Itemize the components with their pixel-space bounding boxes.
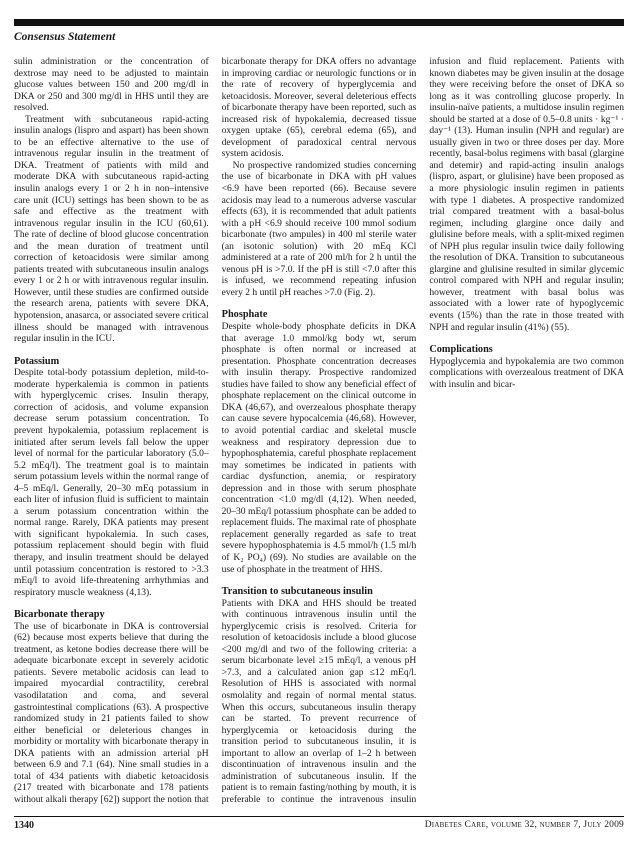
journal-citation: Diabetes Care, volume 32, number 7, July 2009	[424, 820, 624, 830]
page-number: 1340	[14, 820, 34, 831]
body-paragraph: Despite whole-body phosphate deficits in DKA that average 1.0 mmol/kg body wt, serum phosphate is often normal or increased at presentation. Phosphate concentration decreases with insulin therapy. Prospective randomized studies have failed to show any beneficial effect of phosphate replacement on the clinical outcome in DKA (46,67), and overzealous phosphate therapy can cause severe hypocalcemia (46,68). However, to avoid potential cardiac and skeletal muscle weakness and respiratory depression due to hypophosphatemia, careful phosphate replacement may sometimes be indicated in patients with cardiac dysfunction, anemia, or respiratory depression and in those with serum phosphate concentration <1.0 mg/dl (4,12). When needed, 20–30 mEq/l potassium phosphate can be added to replacement fluids. The maximal rate of phosphate replacement generally regarded as safe to treat severe hypophosphatemia is 4.5 mmol/h (1.5 ml/h of K₂ PO₄) (69). No studies are available on the use of phosphate in the treatment of HHS.	[221, 321, 417, 575]
running-head: Consensus Statement	[14, 31, 116, 43]
header-rule	[14, 19, 624, 26]
article-body	[14, 56, 624, 814]
section-heading-potassium: Potassium	[14, 355, 60, 367]
body-paragraph: Treatment with subcutaneous rapid-acting insulin analogs (lispro and aspart) has been shown to be an effective alternative to the use of intravenous regular insulin in the treatment of DKA. Treatment of patients with mild and moderate DKA with subcutaneous rapid-acting insulin analogs every 1 or 2 h in non–intensive care unit (ICU) settings has been shown to be as safe and effective as the treatment with intravenous regular insulin in the ICU (60,61). The rate of decline of blood glucose concentration and the mean duration of treatment until correction of ketoacidosis were similar among patients treated with subcutaneous insulin analogs every 1 or 2 h or with intravenous regular insulin. However, until these studies are confirmed outside the research arena, patients with severe DKA, hypotension, anasarca, or associated severe critical illness should be managed with intravenous regular insulin in the ICU.	[14, 113, 209, 345]
footer-rule	[14, 816, 624, 817]
section-heading-phosphate: Phosphate	[221, 309, 268, 321]
section-heading-transition: Transition to subcutaneous insulin	[221, 586, 373, 598]
body-paragraph: Despite total-body potassium depletion, mild-to-moderate hyperkalemia is common in patients with hyperglycemic crises. Insulin therapy, correction of acidosis, and volume expansion decrease serum potassium concentration. To prevent hypokalemia, potassium replacement is initiated after serum levels fall below the upper level of normal for the particular laboratory (5.0–5.2 mEq/l). The treatment goal is to maintain serum potassium levels within the normal range of 4–5 mEq/l. Generally, 20–30 mEq potassium in each liter of infusion fluid is sufficient to maintain a serum potassium concentration within the normal range. Rarely, DKA patients may present with significant hypokalemia. In such cases, potassium replacement should begin with fluid therapy, and insulin treatment should be delayed until potassium concentration is restored to >3.3 mEq/l to avoid life-threatening arrhythmias and respiratory muscle weakness (4,13).	[14, 367, 209, 598]
body-paragraph: sulin administration or the concentration of dextrose may need to be adjusted to maintain glucose values between 150 and 200 mg/dl in DKA or 250 and 300 mg/dl in HHS until they are resolved.	[14, 56, 209, 114]
section-heading-bicarbonate: Bicarbonate therapy	[14, 609, 105, 621]
body-paragraph: The use of bicarbonate in DKA is controversial (62) because most experts believe that during the treatment, as ketone bodies decrease there will be adequate bicarbonate except in severely acidotic patients. Severe metabolic acidosis can lead to impaired myocardial contractility, cerebral vasodilatation and coma, and several gastrointestinal complications (63). A prospective randomized study in 21 patients failed to show either beneficial or deleterious changes in morbidity or mortality with bicarbonate therapy in DKA patients with an admission arterial pH between 6.9 and 7.1 (64). Nine small studies in a total of 434 patients with diabetic ketoacidosis (217 treated with bicarbonate and 178 patients without alkali therapy [62]) support the notion that bicarbonate therapy for DKA offers no advantage in improving cardiac or neurologic functions or in the rate of recovery of hyperglycemia and ketoacidosis. Moreover, several deleterious effects of bicarbonate therapy have been reported, such as increased risk of hypokalemia, decreased tissue oxygen uptake (65), cerebral edema (65), and development of paradoxical central nervous system acidosis.	[14, 56, 417, 805]
body-paragraph: No prospective randomized studies concerning the use of bicarbonate in DKA with pH values <6.9 have been reported (66). Because severe acidosis may lead to a numerous adverse vascular effects (63), it is recommended that adult patients with a pH <6.9 should receive 100 mmol sodium bicarbonate (two ampules) in 400 ml sterile water (an isotonic solution) with 20 mEq KCl administered at a rate of 200 ml/h for 2 h until the venous pH is >7.0. If the pH is still <7.0 after this is infused, we recommend repeating infusion every 2 h until pH reaches >7.0 (Fig. 2).	[221, 159, 417, 298]
section-heading-complications: Complications	[429, 344, 493, 356]
body-paragraph: Patients with DKA and HHS should be treated with continuous intravenous insulin until the hyperglycemic crisis is resolved. Criteria for resolution of ketoacidosis include a blood glucose <200 mg/dl and two of the following criteria: a serum bicarbonate level ≥15 mEq/l, a venous pH >7.3, and a calculated anion gap ≤12 mEq/l. Resolution of HHS is associated with normal osmolality and regain of normal mental status. When this occurs, subcutaneous insulin therapy can be started. To prevent recurrence of hyperglycemia or ketoacidosis during the transition period to subcutaneous insulin, it is important to allow an overlap of 1–2 h between discontinuation of intravenous insulin and the administration of subcutaneous insulin. If the patient is to remain fasting/nothing by mouth, it is preferable to continue the intravenous insulin infusion and fluid replacement. Patients with known diabetes may be given insulin at the dosage they were receiving before the onset of DKA so long as it was controlling glucose properly. In insulin-naïve patients, a multidose insulin regimen should be started at a dose of 0.5–0.8 units · kg⁻¹ · day⁻¹ (13). Human insulin (NPH and regular) are usually given in two or three doses per day. More recently, basal-bolus regimens with basal (glargine and detemir) and rapid-acting insulin analogs (lispro, aspart, or glulisine) have been proposed as a more physiologic insulin regimen in patients with type 1 diabetes. A prospective randomized trial compared treatment with a basal-bolus regimen, including glargine once daily and glulisine before meals, with a split-mixed regimen of NPH plus regular insulin twice daily following the resolution of DKA. Transition to subcutaneous glargine and glulisine resulted in similar glycemic control compared with NPH and regular insulin; however, treatment with basal bolus was associated with a lower rate of hypoglycemic events (15%) than the rate in those treated with NPH and regular insulin (41%) (55).	[221, 56, 624, 805]
body-paragraph: Hypoglycemia and hypokalemia are two common complications with overzealous treatment of DKA with insulin and bicar-	[429, 355, 624, 390]
